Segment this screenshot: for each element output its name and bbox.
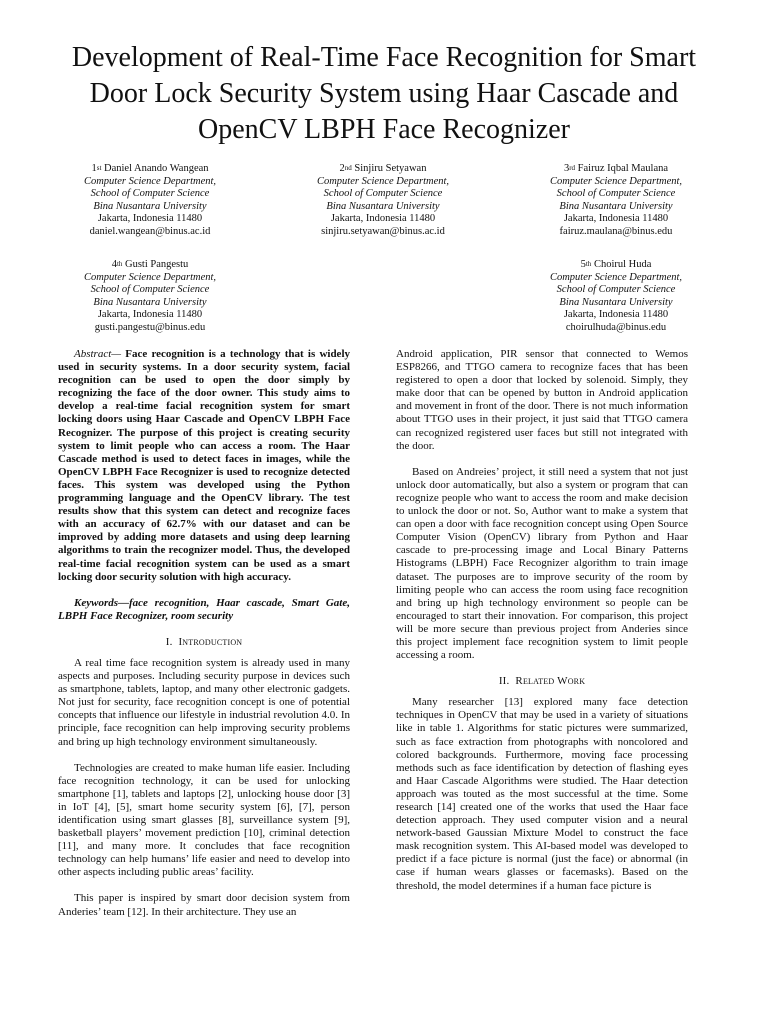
left-column bbox=[58, 348, 350, 932]
section-heading-introduction: I. Introduction bbox=[165, 635, 243, 648]
author-name: Fairuz Iqbal Maulana bbox=[577, 163, 669, 174]
author-block-4: 4th Gusti Pangestu Computer Science Department, School of Computer Science Bina Nusantara University Jakarta, Indonesia 11480 gusti.pangestu@binus.edu bbox=[40, 259, 260, 335]
author-block-1: 1st Daniel Anando Wangean Computer Science Department, School of Computer Science Bina Nusantara University Jakarta, Indonesia 11480 daniel.wangean@binus.ac.id bbox=[40, 163, 260, 239]
abstract: Abstract— Face recognition is a technology that is widely used in security systems. In a door security system, facial recognition can be used to open the door simply by recognizing the face of the door owner. This study aims to develop a real-time facial recognition system for smart locking doors using Haar Cascade and OpenCV LBPH Face Recognizer. The purpose of this project is creating security system to limit people who can access a room. The Haar Cascade method is used to detect faces in images, while the OpenCV LBPH Face Recognizer is used to recognize detected faces. This system was developed using the Python programming language and the OpenCV library. The test results show that this system can detect and recognize faces with an accuracy of 62.7% with our dataset and can be improved by adding more datasets and using deep learning algorithms to train the recognizer model. Thus, the developed real-time facial recognition system can be used as a smart locking door security solution with high accuracy. bbox=[58, 348, 350, 583]
paragraph: Based on Andreies’ project, it still need a system that not just unlock door automatically, but also a system or program that can recognize people who want to access the room and make decision to unlock the door or not. So, Author want to make a system that can open a door with face recognition concept using Open Source Computer Vision (OpenCV) library from Python and Haar cascade to pre-processing image and Local Binary Patterns Histograms (LBPH) Face Recognizer algorithm to train image dataset. The purposes are to improve security of the room by limiting people who can access the room using face recognition and bring up high technology environment so people can be encouraged to start their innovation. For comparison, this project will be more secure than previous project from Anderies since this project implement face recognition system to limit people accessing a room. bbox=[396, 465, 688, 662]
paper-title: Development of Real-Time Face Recognition for Smart Door Lock Security System using Haar Cascade and OpenCV LBPH Face Recognizer bbox=[71, 42, 697, 145]
author-name: Gusti Pangestu bbox=[125, 259, 189, 270]
keywords: Keywords—face recognition, Haar cascade, Smart Gate, LBPH Face Recognizer, room security bbox=[58, 596, 350, 622]
right-column bbox=[396, 348, 688, 906]
author-email: gusti.pangestu@binus.edu bbox=[94, 321, 206, 333]
author-email: daniel.wangean@binus.ac.id bbox=[89, 225, 211, 237]
paragraph: Many researcher [13] explored many face detection techniques in OpenCV that may be used in a variety of situations like in table 1. Algorithms for static pictures were summarized, such as face extraction from photographs with noncolored and colored backgrounds. Furthermore, moving face processing methods such as face identification by detection of flashing eyes and Haar Cascade Algorithms were studied. The Haar detection approach was touted as the most successful at the time. Some research [14] created one of the works that used the Haar face detection approach. They used computer vision and a neural network-based Gaussian Mixture Model to construct the face mask recognition system. This AI-based model was developed to predict if a face picture is normal (just the face) or abnormal (in case if human wears glasses or facemasks). Based on the threshold, the model determines if a human face picture is bbox=[396, 696, 688, 892]
author-email: fairuz.maulana@binus.edu bbox=[559, 225, 673, 237]
author-email: choirulhuda@binus.edu bbox=[565, 321, 667, 333]
author-email: sinjiru.setyawan@binus.ac.id bbox=[321, 225, 445, 237]
paragraph: This paper is inspired by smart door decision system from Anderies’ team [12]. In their architecture. They use an bbox=[58, 892, 350, 918]
author-name: Sinjiru Setyawan bbox=[354, 163, 427, 174]
paragraph: Technologies are created to make human life easier. Including face recognition technology, it can be used for unlocking smartphone [1], tablets and laptops [2], unlocking house door [3] in IoT [4], [5], smart home security system [6], [7], person identification using smart glasses [8], surveillance system [9], basketball players’ movement prediction [10], criminal detection [11], and many more. It concludes that face recognition technology can help humans’ life easier and need to develop into other aspects including public areas’ facility. bbox=[58, 761, 350, 879]
author-block-3: 3rd Fairuz Iqbal Maulana Computer Science Department, School of Computer Science Bina Nusantara University Jakarta, Indonesia 11480 fairuz.maulana@binus.edu bbox=[506, 163, 726, 239]
paragraph: Android application, PIR sensor that connected to Wemos ESP8266, and TTGO camera to recognize faces that has been registered to open a door that locked by solenoid. Simply, they make door that can be opened by button in Android application and movement in front of the door. There is not much information about TTGO uses in their project, it just said that TTGO camera can recognized registered user faces but still not integrated with the door. bbox=[396, 348, 688, 452]
author-block-2: 2nd Sinjiru Setyawan Computer Science Department, School of Computer Science Bina Nusantara University Jakarta, Indonesia 11480 sinjiru.setyawan@binus.ac.id bbox=[273, 163, 493, 239]
author-name: Daniel Anando Wangean bbox=[104, 163, 209, 174]
paragraph: A real time face recognition system is already used in many aspects and purposes. Including security purpose in devices such as smartphone, tablets, laptop, and many other electronic gadgets. Not just for security, face recognition concept is one of potential concepts that influence our lifestyle in industrial revolution 4.0. In principle, face recognition can help improving security problems and bring up high technology environment simultaneously. bbox=[58, 656, 350, 748]
author-block-5: 5th Choirul Huda Computer Science Department, School of Computer Science Bina Nusantara University Jakarta, Indonesia 11480 choirulhuda@binus.edu bbox=[506, 259, 726, 335]
section-heading-related-work: II. Related Work bbox=[498, 675, 586, 688]
author-name: Choirul Huda bbox=[593, 259, 652, 270]
